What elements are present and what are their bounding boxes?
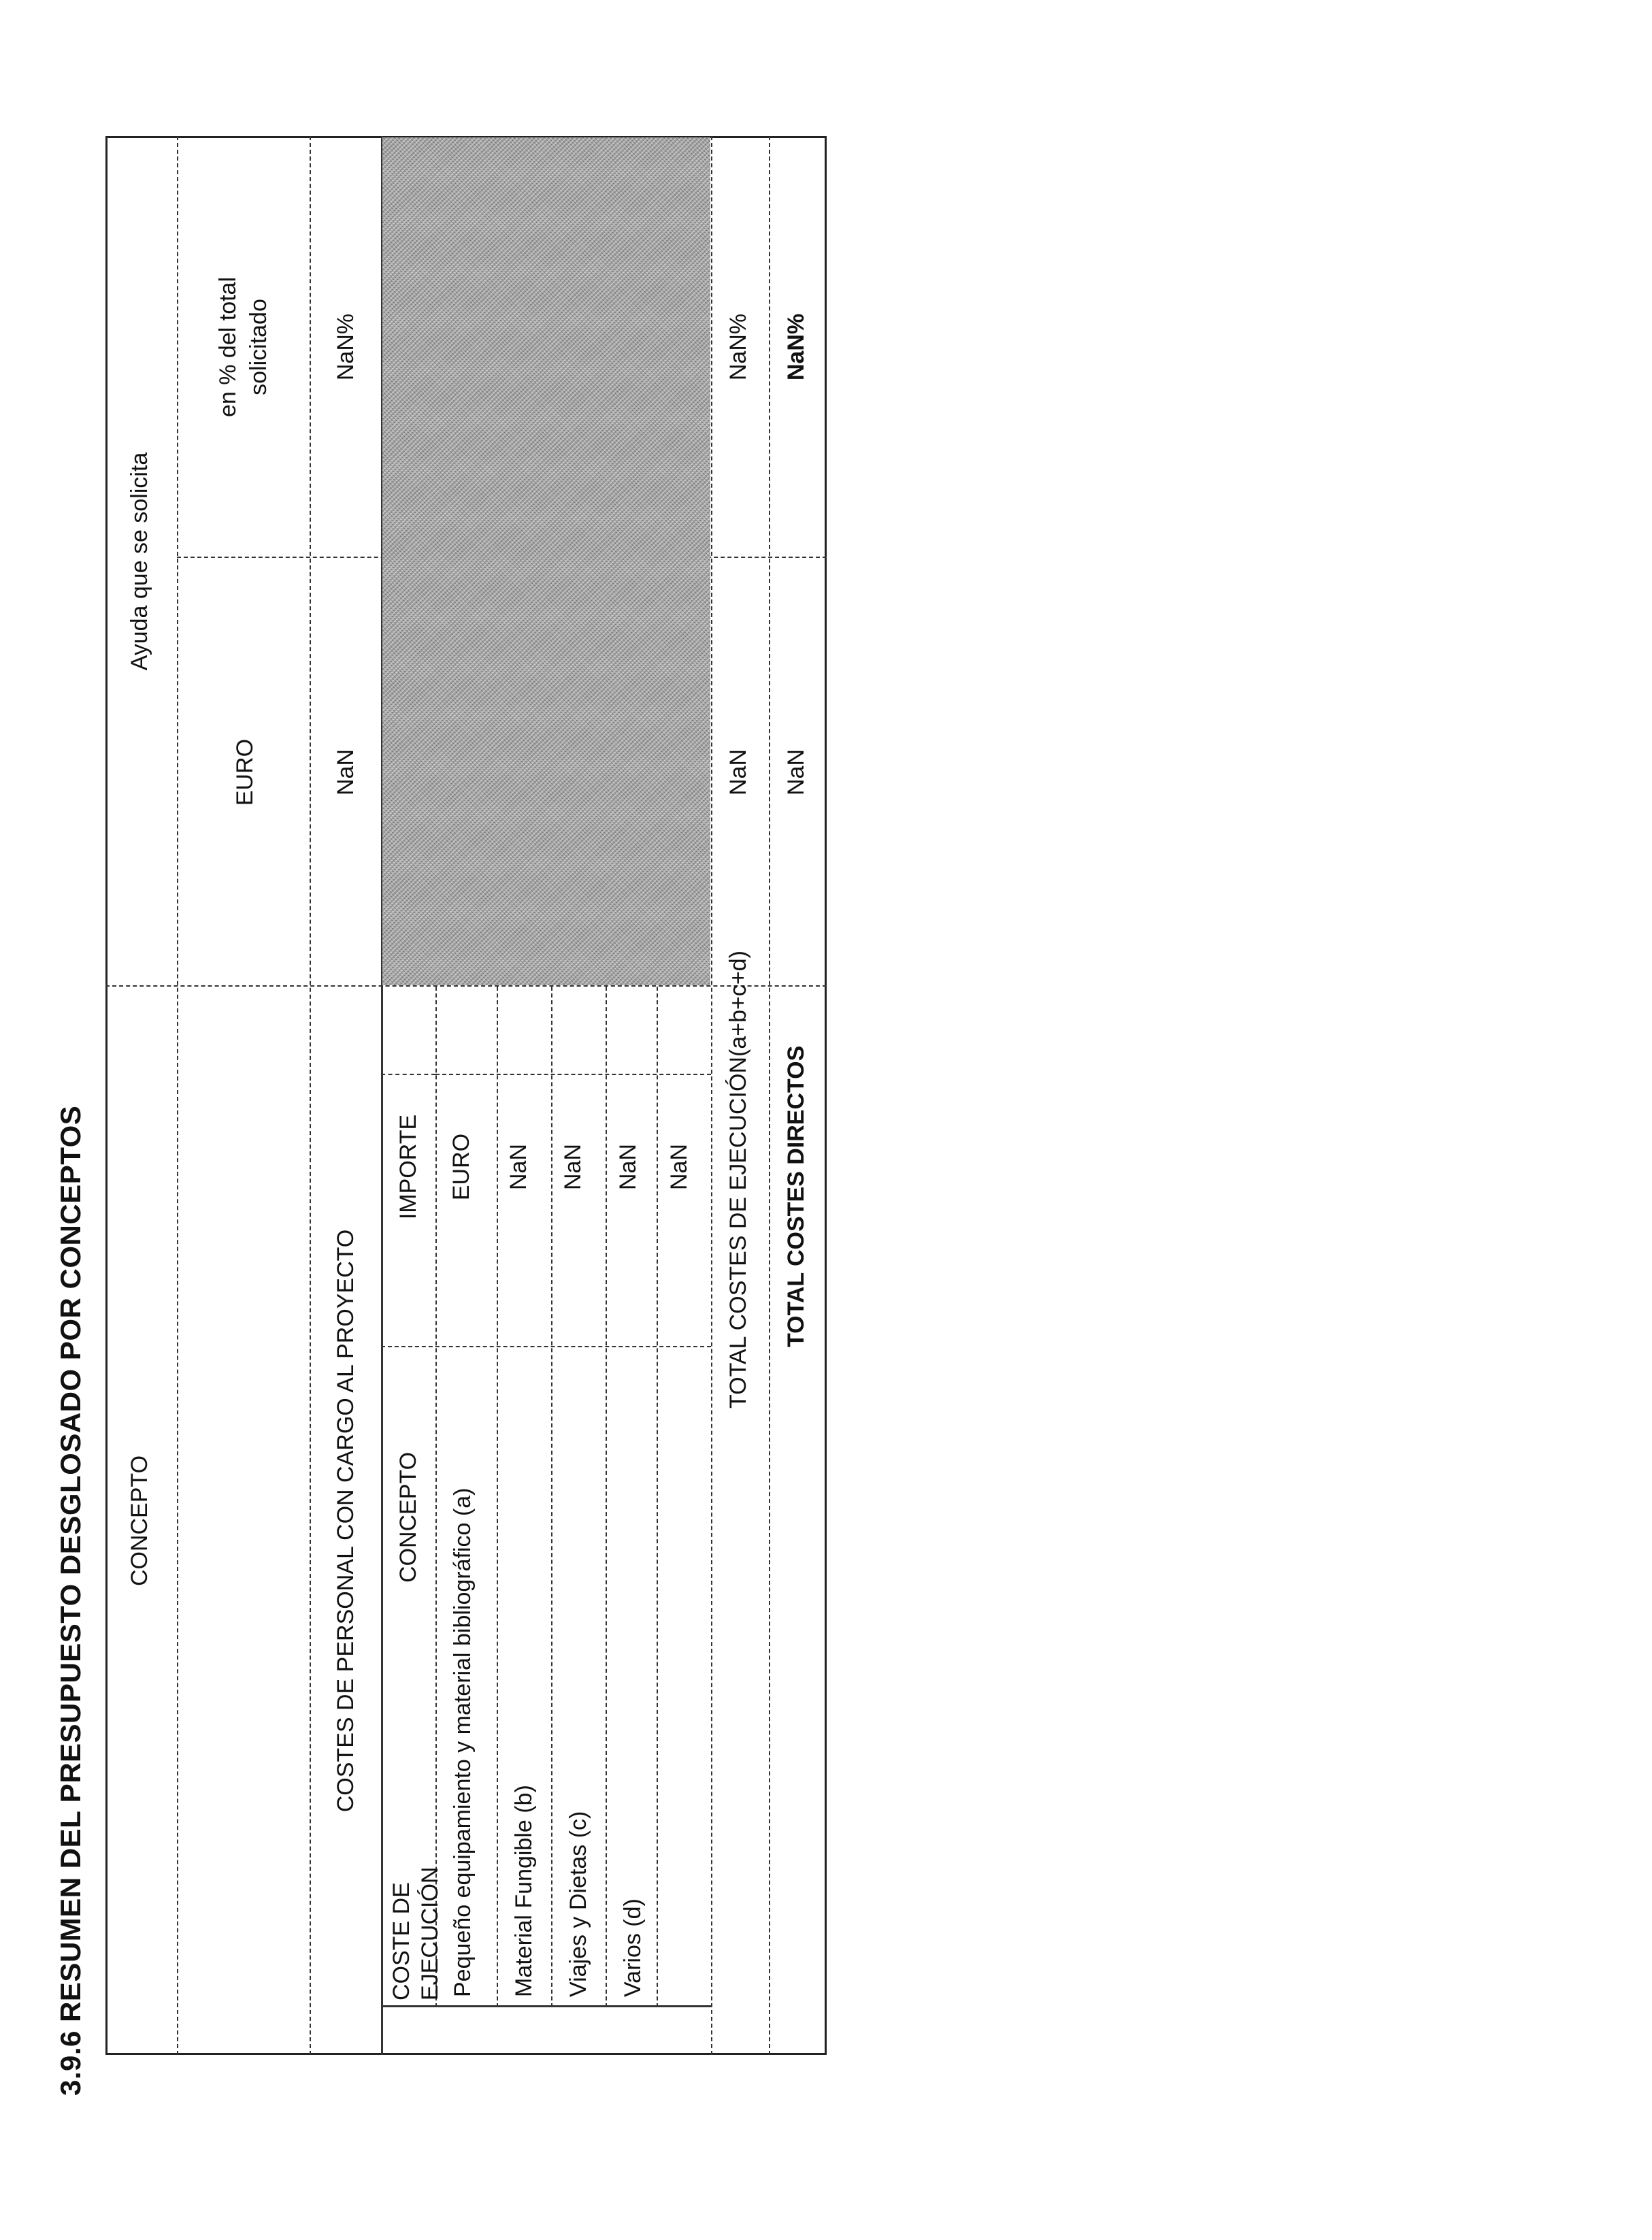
row-divider — [310, 136, 311, 2055]
row-divider — [657, 987, 658, 2007]
col-divider — [381, 1346, 711, 1347]
ejecucion-importe: IMPORTE — [395, 1114, 421, 1220]
row-divider — [177, 136, 178, 2055]
row-divider — [497, 987, 498, 2007]
header-pct-line1: en % del total — [215, 276, 241, 418]
item-label: Viajes y Dietas (c) — [565, 1811, 591, 1997]
total-ejecucion-pct: NaN% — [725, 313, 751, 381]
ejecucion-concepto: CONCEPTO — [395, 1451, 421, 1583]
header-ayuda: Ayuda que se solicita — [127, 452, 152, 671]
col-divider — [381, 2005, 711, 2007]
ejecucion-euro: EURO — [448, 1133, 474, 1201]
header-euro: EURO — [232, 738, 258, 806]
item-value: NaN — [506, 1143, 531, 1191]
total-directos-label: TOTAL COSTES DIRECTOS — [783, 1045, 809, 1347]
row-divider — [435, 987, 437, 2007]
header-concepto: CONCEPTO — [127, 1455, 152, 1587]
ejecucion-label-line2: EJECUCIÓN — [417, 1866, 443, 2000]
total-directos-euro: NaN — [783, 748, 809, 796]
total-directos-pct: NaN% — [783, 313, 809, 381]
row-divider — [711, 136, 712, 2055]
row-divider — [769, 136, 770, 2055]
item-value: NaN — [615, 1143, 641, 1191]
section-title: 3.9.6 RESUMEN DEL PRESUPUESTO DESGLOSADO POR CONCEPTOS — [54, 1105, 86, 2096]
header-pct-line2: solicitado — [246, 299, 271, 395]
personal-label: COSTES DE PERSONAL CON CARGO AL PROYECTO — [333, 1229, 359, 1813]
personal-euro: NaN — [333, 748, 359, 796]
item-label: Material Fungible (b) — [511, 1785, 537, 1997]
ejecucion-label-line1: COSTE DE — [389, 1882, 414, 2000]
rotated-page — [41, 0, 925, 2096]
row-divider — [551, 987, 552, 2007]
total-ejecucion-euro: NaN — [725, 748, 751, 796]
shaded-block — [382, 137, 710, 985]
item-label: Pequeño equipamiento y material bibliográfico (a) — [450, 1487, 476, 1997]
personal-pct: NaN% — [333, 313, 359, 381]
item-label: Varios (d) — [620, 1898, 646, 1997]
item-value: NaN — [560, 1143, 586, 1191]
item-value: NaN — [666, 1143, 692, 1191]
total-ejecucion-label: TOTAL COSTES DE EJECUCIÓN(a+b+c+d) — [725, 951, 751, 1409]
row-divider — [606, 987, 607, 2007]
